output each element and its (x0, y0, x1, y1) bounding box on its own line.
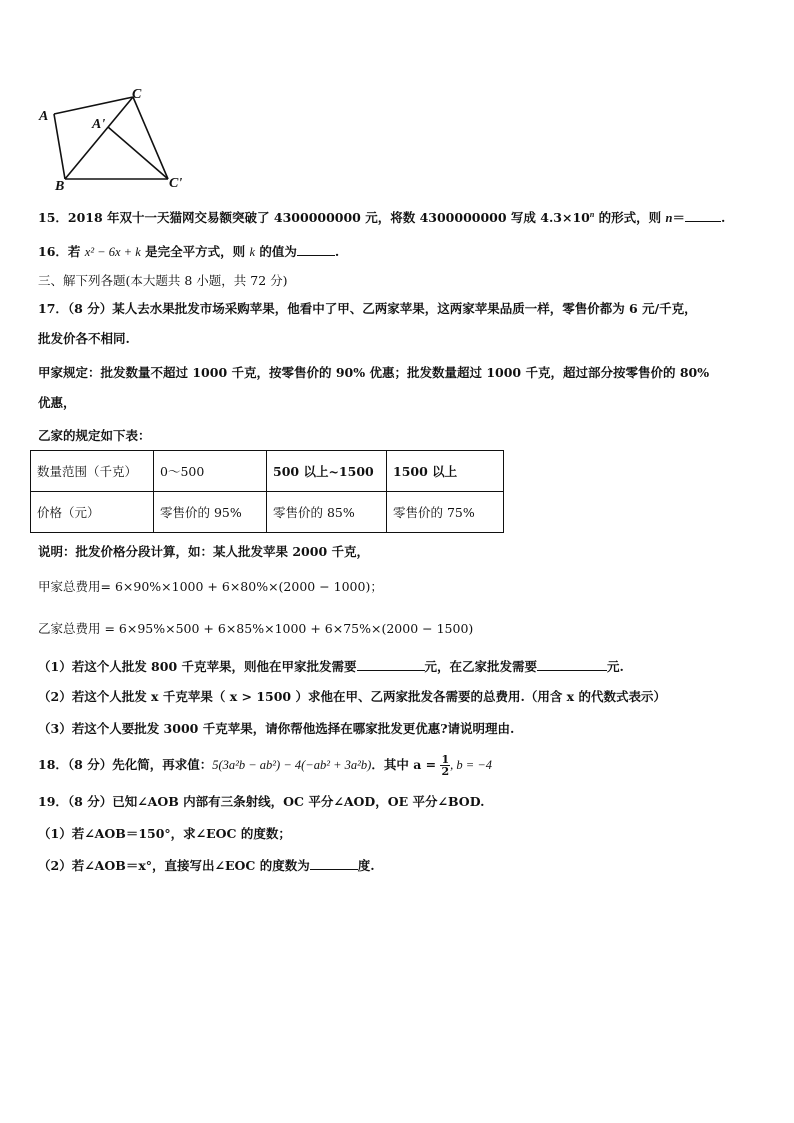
segment-AprimeCprime (108, 127, 168, 179)
q16-answer-blank[interactable] (297, 243, 335, 256)
segment-AB (54, 114, 65, 179)
q17-jia-total: 甲家总费用= 6×90%×1000 + 6×80%×(2000 − 1000)； (38, 579, 383, 594)
q17-sub1-blank-yi[interactable] (537, 658, 607, 671)
q19-line-1: 19．（8 分）已知∠AOB 内部有三条射线，OC 平分∠AOD，OE 平分∠BOD. (38, 794, 485, 809)
segment-CCprime (133, 97, 168, 179)
q19-sub-1: （1）若∠AOB＝150°，求∠EOC 的度数； (38, 826, 291, 841)
q17-yi-total: 乙家总费用 = 6×95%×500 + 6×85%×1000 + 6×75%×(2000 − 1500) (38, 621, 474, 636)
q17-sub-1 (38, 658, 624, 676)
q16-expression: x² − 6x + k (84, 245, 141, 259)
q17-sub-3: （3）若这个人要批发 3000 千克苹果，请你帮他选择在哪家批发更优惠?请说明理由. (38, 721, 515, 736)
q19-sub2-text-a: （2）若∠AOB＝x°，直接写出∠EOC 的度数为 (38, 858, 310, 873)
q15-equals: ＝ (672, 210, 686, 226)
q16-number: 16． (38, 244, 68, 259)
q17-yi-intro: 乙家的规定如下表： (38, 428, 151, 443)
q15-exponent: n (589, 210, 595, 219)
table-cell: 1500 以上 (387, 451, 504, 492)
q16-text-c: 的值为 (255, 244, 297, 259)
q15-text: 2018 年双十一天猫网交易额突破了 4300000000 元，将数 4300000000 写成 4.3×10 (67, 210, 590, 226)
table-cell: 500 以上~1500 (267, 451, 387, 492)
table-cell: 数量范围（千克） (31, 451, 154, 492)
table-cell: 零售价的 85% (267, 492, 387, 533)
q18-fraction-denominator: 2 (441, 765, 450, 778)
q19-sub2-blank[interactable] (310, 857, 358, 870)
q17-sub1-text-c: 元. (607, 659, 624, 674)
q17-sub1-text-a: （1）若这个人批发 800 千克苹果，则他在甲家批发需要 (38, 659, 357, 674)
table-cell: 0～500 (154, 451, 267, 492)
question-15 (38, 206, 725, 227)
q18-fraction-numerator: 1 (441, 753, 450, 766)
q15-number: 15． (38, 210, 68, 226)
q15-variable: n (665, 211, 673, 226)
q16-period: . (334, 244, 340, 259)
q18-text-a: 18．（8 分）先化简，再求值： (38, 757, 213, 772)
label-A-prime: A' (92, 117, 106, 132)
question-18 (38, 754, 492, 777)
q18-text-c: , b = −4 (450, 758, 493, 772)
q19-sub2-text-b: 度. (357, 858, 375, 873)
q17-line-1: 17．（8 分）某人去水果批发市场采购苹果，他看中了甲、乙两家苹果，这两家苹果品质一样，零售价都为 6 元/千克， (38, 301, 697, 316)
label-C: C (132, 87, 142, 102)
q17-sub1-text-b: 元，在乙家批发需要 (424, 659, 538, 674)
q16-text-b: 是完全平方式，则 (140, 244, 250, 259)
section-3-heading: 三、解下列各题(本大题共 8 小题，共 72 分) (38, 273, 288, 288)
q16-text-a: 若 (67, 244, 85, 259)
label-A: A (39, 109, 49, 124)
table-cell: 零售价的 95% (154, 492, 267, 533)
q18-text-b: ．其中 a = (371, 757, 441, 772)
q17-line-2: 批发价各不相同. (38, 331, 130, 346)
q15-answer-blank[interactable] (685, 209, 721, 222)
q15-period: . (721, 210, 726, 226)
q18-fraction (440, 754, 450, 777)
q19-sub-2 (38, 857, 375, 875)
q18-expression: 5(3a²b − ab²) − 4(−ab² + 3a²b) (212, 758, 372, 772)
table-cell: 价格（元） (31, 492, 154, 533)
q17-note: 说明：批发价格分段计算，如：某人批发苹果 2000 千克， (38, 544, 369, 559)
q17-jia-rule-2: 优惠， (38, 395, 76, 410)
triangle-fold-figure (30, 80, 200, 195)
label-C-prime: C' (169, 176, 183, 191)
q17-jia-rule-1: 甲家规定：批发数量不超过 1000 千克，按零售价的 90% 优惠；批发数量超过 1000 千克，超过部分按零售价的 80% (38, 365, 710, 380)
table-row (31, 451, 504, 492)
q17-sub-2: （2）若这个人批发 x 千克苹果（ x > 1500 ）求他在甲、乙两家批发各需要的总费用.（用含 x 的代数式表示） (38, 689, 666, 704)
question-16 (38, 243, 339, 261)
yi-pricing-table (30, 450, 504, 533)
q16-variable: k (249, 245, 256, 259)
label-B: B (55, 179, 65, 194)
q15-text-b: 的形式，则 (594, 210, 666, 226)
table-row (31, 492, 504, 533)
q17-sub1-blank-jia[interactable] (357, 658, 425, 671)
table-cell: 零售价的 75% (387, 492, 504, 533)
